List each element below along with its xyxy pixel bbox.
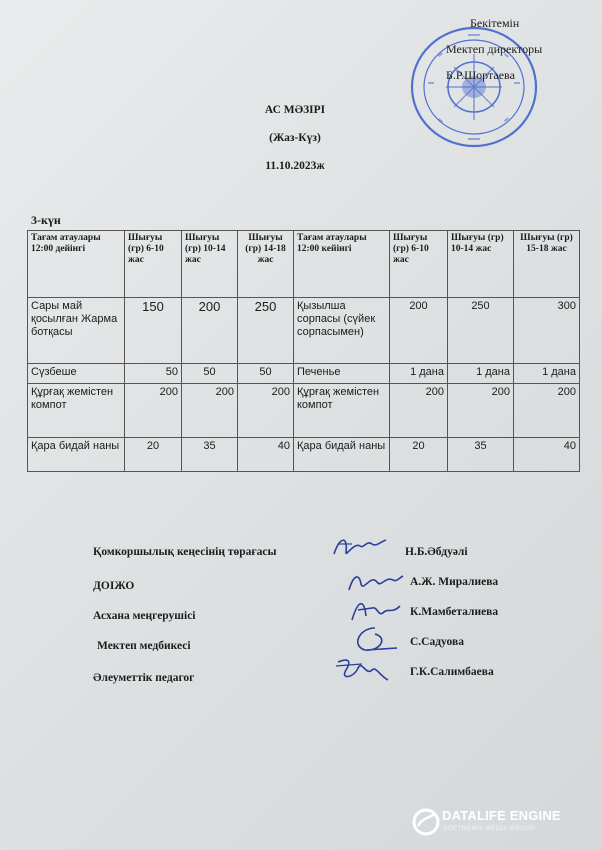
document-heading [220,100,370,184]
column-header: Шығуы (гр) 14-18 жас [238,231,294,298]
table-cell: 20 [125,438,182,472]
table-cell: Сары май қосылған Жарма ботқасы [28,298,125,364]
watermark-subtitle: SOFTNEWS MEDIA GROUP [443,825,536,832]
table-cell: Құрғақ жемістен компот [28,384,125,438]
handwritten-signature-icon [330,532,390,562]
signatory-name: Г.К.Салимбаева [410,666,494,678]
table-cell: Құрғақ жемістен компот [294,384,390,438]
signatory-role: ДОІЖО [93,580,135,592]
table-cell: Қызылша сорпасы (сүйек сорпасымен) [294,298,390,364]
table-cell: 50 [182,364,238,384]
table-cell: 200 [390,384,448,438]
datalife-logo-icon [412,808,440,836]
table-cell: 35 [182,438,238,472]
table-cell: Қара бидай наны [28,438,125,472]
table-cell: Печенье [294,364,390,384]
approver-name: Б.Р.Шортаева [446,68,515,82]
table-cell: 200 [125,384,182,438]
table-header-row [28,231,580,298]
column-header: Шығуы (гр) 10-14 жас [182,231,238,298]
table-cell: 35 [448,438,514,472]
table-cell: 1 дана [514,364,580,384]
table-cell: 200 [238,384,294,438]
handwritten-signature-icon [332,654,392,684]
signatory-role: Қомкоршылық кеңесінің төрағасы [93,546,277,558]
table-cell: 200 [182,384,238,438]
table-cell: 1 дана [448,364,514,384]
watermark-title: DATALIFE ENGINE [442,808,561,823]
approver-position: Мектеп директоры [446,42,543,56]
handwritten-signature-icon [345,624,405,654]
table-cell: 300 [514,298,580,364]
signatory-name: К.Мамбеталиева [410,606,499,618]
table-row [28,384,580,438]
table-cell: 40 [238,438,294,472]
table-cell: Қара бидай наны [294,438,390,472]
document-season: (Жаз-Күз) [269,132,321,144]
table-cell: 150 [125,298,182,364]
table-cell: 200 [514,384,580,438]
signature-block [0,530,602,700]
table-row [28,438,580,472]
signatory-role: Асхана меңгерушісі [93,610,196,622]
table-cell: Сүзбеше [28,364,125,384]
column-header: Тағам атаулары 12:00 дейінгі [28,231,125,298]
handwritten-signature-icon [348,594,408,624]
table-cell: 200 [182,298,238,364]
signatory-name: Н.Б.Әбдуәлі [405,546,468,558]
column-header: Шығуы (гр) 15-18 жас [514,231,580,298]
day-label: 3-күн [31,213,61,227]
document-title: АС МӘЗІРІ [264,104,326,116]
column-header: Шығуы (гр) 10-14 жас [448,231,514,298]
table-cell: 20 [390,438,448,472]
column-header: Шығуы (гр) 6-10 жас [125,231,182,298]
table-row [28,364,580,384]
column-header: Шығуы (гр) 6-10 жас [390,231,448,298]
signatory-name: А.Ж. Миралиева [410,576,499,588]
table-cell: 40 [514,438,580,472]
menu-table [27,230,580,472]
table-cell: 200 [390,298,448,364]
column-header: Тағам атаулары 12:00 кейінгі [294,231,390,298]
signatory-role: Әлеуметтік педагог [93,672,195,684]
table-cell: 250 [448,298,514,364]
table-cell: 200 [448,384,514,438]
document-date: 11.10.2023ж [265,160,325,172]
signatory-name: С.Садуова [410,636,464,648]
table-row [28,298,580,364]
approved-label: Бекітемін [470,16,520,30]
table-cell: 50 [125,364,182,384]
signatory-role: Мектеп медбикесі [97,640,191,652]
watermark [412,806,582,840]
table-cell: 50 [238,364,294,384]
handwritten-signature-icon [345,566,405,596]
table-cell: 1 дана [390,364,448,384]
table-cell: 250 [238,298,294,364]
